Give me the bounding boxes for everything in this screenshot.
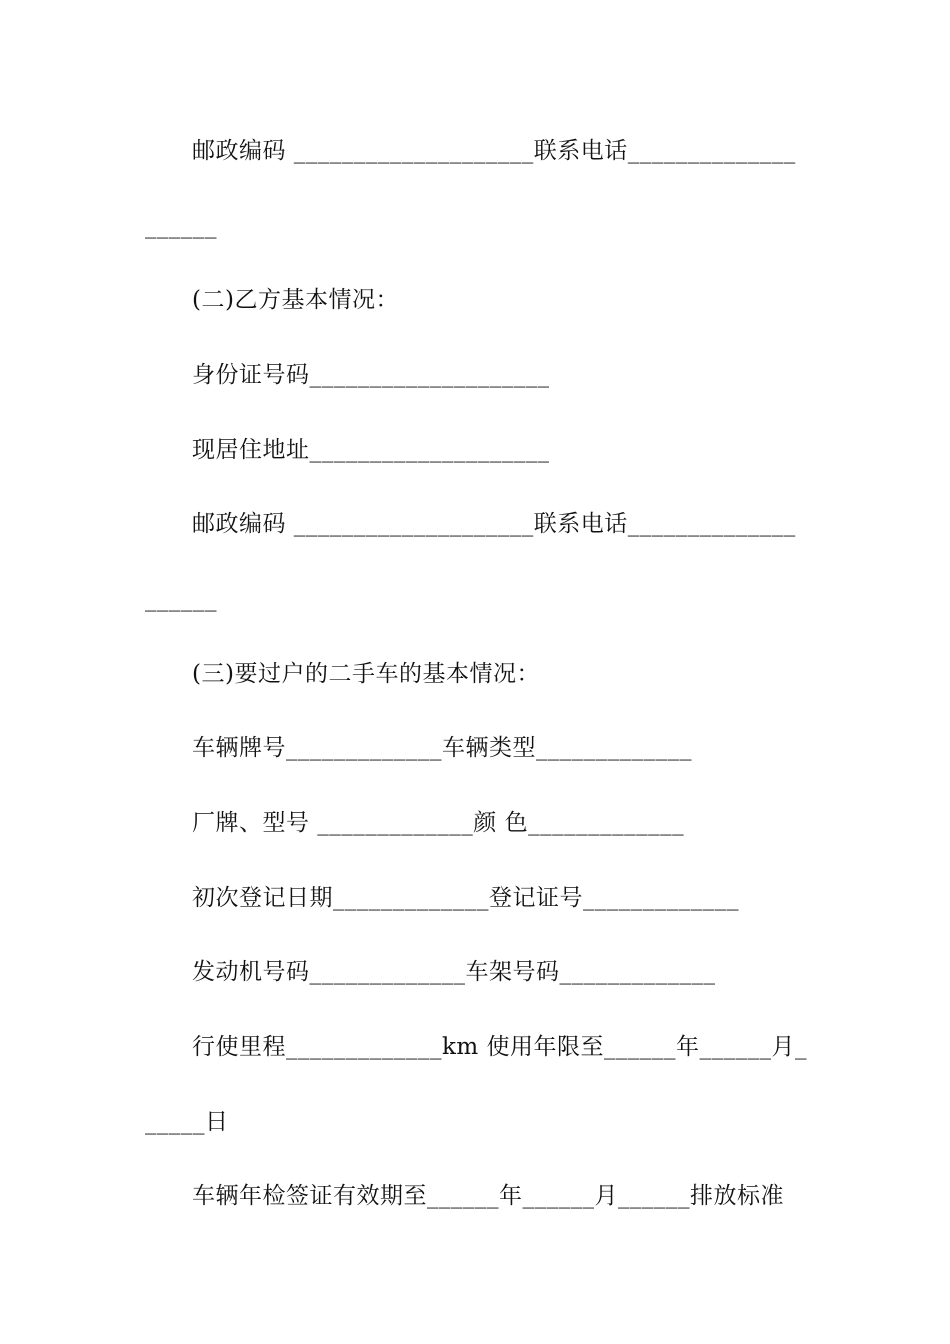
vehicle-plate-type-line: 车辆牌号_____________车辆类型_____________ [192,735,692,761]
vehicle-brand-color-line: 厂牌、型号 _____________颜 色_____________ [192,810,685,836]
party-a-postal-phone-line: 邮政编码 ____________________联系电话______________ [192,138,796,164]
party-a-phone-continuation: ______ [145,213,217,239]
party-b-id-number-line: 身份证号码____________________ [192,362,550,388]
party-b-phone-continuation: ______ [145,586,217,612]
section-vehicle-heading: (三)要过户的二手车的基本情况： [192,661,540,687]
vehicle-mileage-continuation: _____日 [145,1109,229,1135]
vehicle-registration-line: 初次登记日期_____________登记证号_____________ [192,885,739,911]
vehicle-mileage-line: 行使里程_____________km 使用年限至______年______月_ [192,1034,808,1060]
vehicle-engine-frame-line: 发动机号码_____________车架号码_____________ [192,959,716,985]
vehicle-inspection-line: 车辆年检签证有效期至______年______月______排放标准 [192,1183,784,1209]
party-b-postal-phone-line: 邮政编码 ____________________联系电话______________ [192,511,796,537]
party-b-address-line: 现居住地址____________________ [192,437,550,463]
section-party-b-heading: (二)乙方基本情况： [192,287,399,313]
